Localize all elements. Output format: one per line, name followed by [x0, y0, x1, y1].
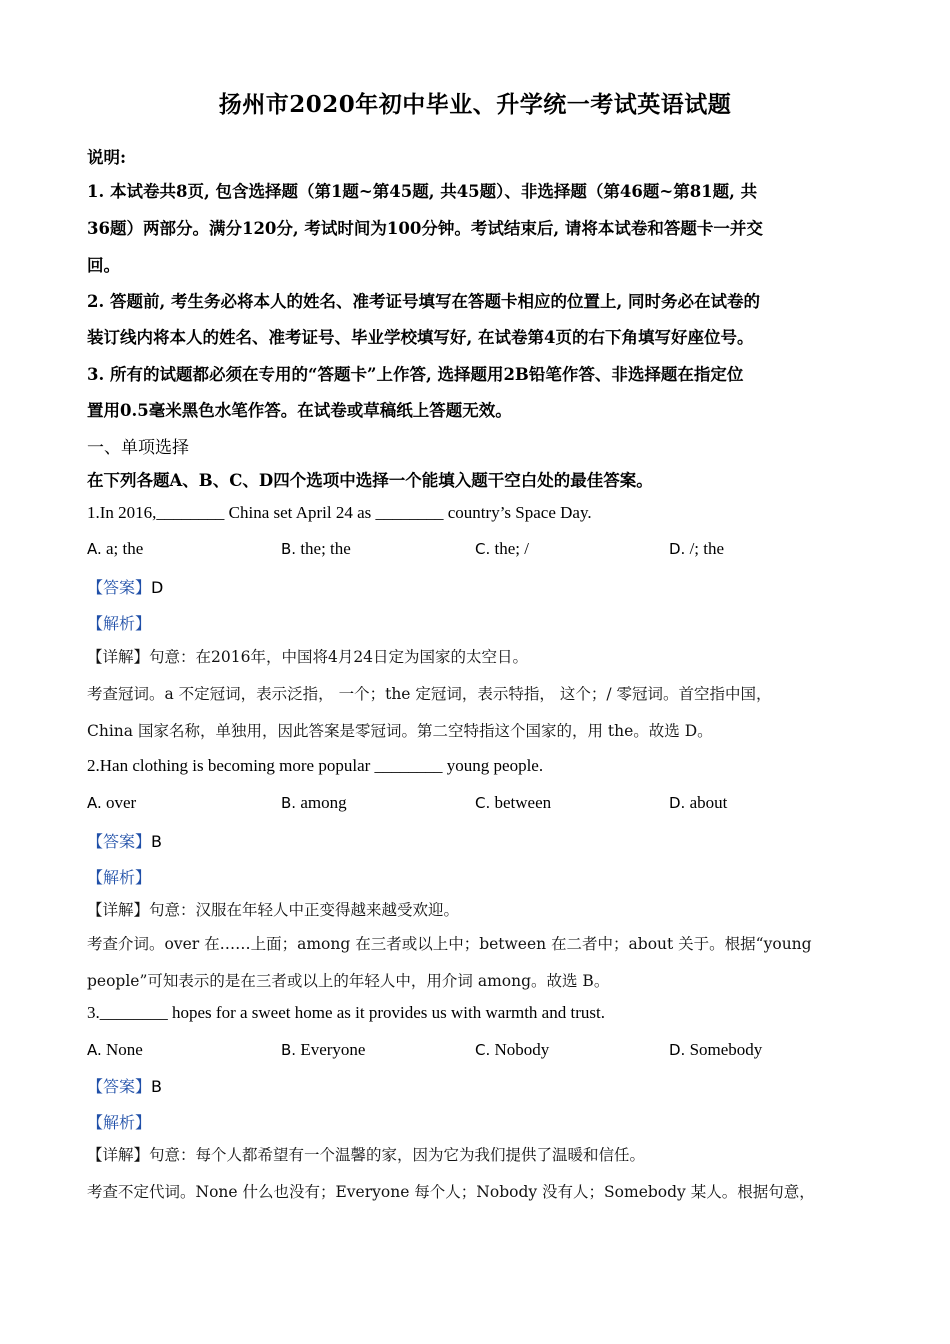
instructions-line: 36题）两部分。满分120分, 考试时间为100分钟。考试结束后, 请将本试卷和答题卡一并交	[87, 219, 763, 238]
instructions-line: 装订线内将本人的姓名、准考证号、毕业学校填写好, 在试卷第4页的右下角填写好座位号。	[87, 328, 754, 347]
detail-row	[87, 898, 459, 920]
answer-tag: 【答案】	[87, 832, 152, 851]
instructions-line: 置用0.5毫米黑色水笔作答。在试卷或草稿纸上答题无效。	[87, 401, 512, 420]
detail-tag: 【详解】	[87, 1146, 150, 1164]
explanation-line: 考查冠词。a 不定冠词，表示泛指， 一个；the 定冠词，表示特指， 这个；/ 零冠词。首空指中国，	[87, 685, 772, 703]
analysis-tag: 【解析】	[87, 868, 152, 887]
option-d: D. about	[669, 793, 728, 812]
explanation-line: people”可知表示的是在三者或以上的年轻人中，用介词 among。故选 B。	[87, 972, 610, 990]
question-stem: 3.________ hopes for a sweet home as it provides us with warmth and trust.	[87, 1003, 605, 1022]
question-stem: 1.In 2016,________ China set April 24 as ________ country’s Space Day.	[87, 503, 592, 522]
detail-text: 句意：在2016年，中国将4月24日定为国家的太空日。	[149, 648, 529, 666]
answer-tag: 【答案】	[87, 578, 152, 597]
detail-row	[87, 645, 528, 667]
option-d: D. /; the	[669, 539, 725, 558]
section-direction: 在下列各题A、B、C、D四个选项中选择一个能填入题干空白处的最佳答案。	[87, 471, 653, 490]
option-a: A. a; the	[87, 539, 144, 558]
question-stem: 2.Han clothing is becoming more popular ________ young people.	[87, 756, 544, 775]
exam-title: 扬州市2020年初中毕业、升学统一考试英语试题	[218, 91, 732, 118]
option-a: A. None	[87, 1040, 143, 1059]
answer-value: B	[151, 832, 162, 851]
option-c: C. Nobody	[475, 1040, 550, 1059]
option-c: C. the; /	[475, 539, 529, 558]
option-d: D. Somebody	[669, 1040, 763, 1059]
detail-tag: 【详解】	[87, 648, 150, 666]
analysis-tag: 【解析】	[87, 614, 152, 633]
explanation-line: 考查不定代词。None 什么也没有；Everyone 每个人；Nobody 没有人；Somebody 某人。根据句意，	[87, 1183, 815, 1201]
section-title: 一、单项选择	[87, 438, 189, 458]
detail-tag: 【详解】	[87, 901, 150, 919]
instructions-line: 2. 答题前, 考生务必将本人的姓名、准考证号填写在答题卡相应的位置上, 同时务必在试卷的	[87, 292, 760, 311]
explanation-line: 考查介词。over 在……上面；among 在三者或以上中；between 在二者中；about 关于。根据“young	[87, 935, 812, 953]
answer-row	[87, 575, 163, 598]
instructions-line: 1. 本试卷共8页, 包含选择题（第1题~第45题, 共45题）、非选择题（第46题~第81题, 共	[87, 182, 758, 201]
detail-text: 句意：汉服在年轻人中正变得越来越受欢迎。	[149, 901, 460, 919]
option-c: C. between	[475, 793, 552, 812]
detail-text: 句意：每个人都希望有一个温馨的家，因为它为我们提供了温暖和信任。	[149, 1146, 646, 1164]
answer-row	[87, 1074, 162, 1097]
answer-tag: 【答案】	[87, 1077, 152, 1096]
option-b: B. Everyone	[281, 1040, 366, 1059]
instructions-line: 回。	[87, 256, 120, 275]
option-b: B. the; the	[281, 539, 351, 558]
analysis-tag: 【解析】	[87, 1113, 152, 1132]
answer-row	[87, 829, 162, 852]
option-b: B. among	[281, 793, 347, 812]
answer-value: B	[151, 1077, 162, 1096]
explanation-line: China 国家名称，单独用，因此答案是零冠词。第二空特指这个国家的，用 the。故选 D。	[87, 722, 713, 740]
detail-row	[87, 1143, 645, 1165]
instructions-heading: 说明:	[87, 148, 127, 167]
option-a: A. over	[87, 793, 137, 812]
answer-value: D	[151, 578, 164, 597]
instructions-line: 3. 所有的试题都必须在专用的“答题卡”上作答, 选择题用2B铅笔作答、非选择题在指定位	[87, 365, 744, 384]
